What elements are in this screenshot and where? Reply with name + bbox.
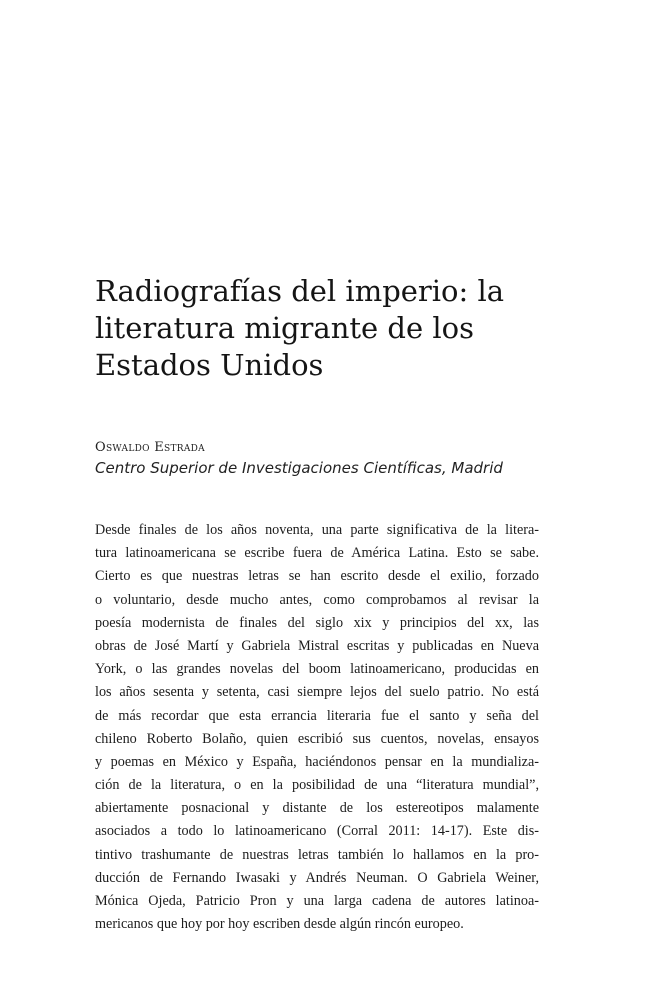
- title-line: Radiografías del imperio: la: [95, 274, 505, 308]
- title-line: Estados Unidos: [95, 348, 324, 382]
- author-affiliation: Centro Superior de Investigaciones Científicas, Madrid: [95, 459, 503, 477]
- text-line: ción de la literatura, o en la posibilidad de una “literatura mundial”,: [95, 777, 539, 794]
- text-line: y poemas en México y España, haciéndonos pensar en la mundializa-: [95, 753, 539, 770]
- body-paragraph: [95, 519, 539, 936]
- text-line: tura latinoamericana se escribe fuera de América Latina. Esto se sabe.: [95, 545, 539, 562]
- text-line: obras de José Martí y Gabriela Mistral escritas y publicadas en Nueva: [95, 637, 539, 654]
- title-line: literatura migrante de los: [95, 311, 474, 345]
- author-name: Oswaldo Estrada: [95, 440, 205, 455]
- text-line: ducción de Fernando Iwasaki y Andrés Neuman. O Gabriela Weiner,: [95, 869, 539, 886]
- text-line: Cierto es que nuestras letras se han escrito desde el exilio, forzado: [95, 568, 539, 585]
- text-line: de más recordar que esta errancia literaria fue el santo y seña del: [95, 707, 539, 724]
- text-line: tintivo trashumante de nuestras letras también lo hallamos en la pro-: [95, 846, 539, 863]
- text-line: Mónica Ojeda, Patricio Pron y una larga cadena de autores latinoa-: [95, 893, 539, 909]
- text-line: abiertamente posnacional y distante de los estereotipos malamente: [95, 800, 539, 817]
- text-line: los años sesenta y setenta, casi siempre lejos del suelo patrio. No está: [95, 684, 539, 701]
- text-line: York, o las grandes novelas del boom latinoamericano, producidas en: [95, 661, 539, 678]
- text-line: poesía modernista de finales del siglo xix y principios del xx, las: [95, 614, 539, 631]
- text-line: chileno Roberto Bolaño, quien escribió sus cuentos, novelas, ensayos: [95, 730, 539, 747]
- chapter-title: [95, 273, 565, 384]
- text-line: o voluntario, desde mucho antes, como comprobamos al revisar la: [95, 591, 539, 608]
- text-line: Desde finales de los años noventa, una parte significativa de la litera-: [95, 522, 539, 538]
- text-line: asociados a todo lo latinoamericano (Corral 2011: 14-17). Este dis-: [95, 823, 539, 840]
- text-line: mericanos que hoy por hoy escriben desde algún rincón europeo.: [95, 916, 464, 933]
